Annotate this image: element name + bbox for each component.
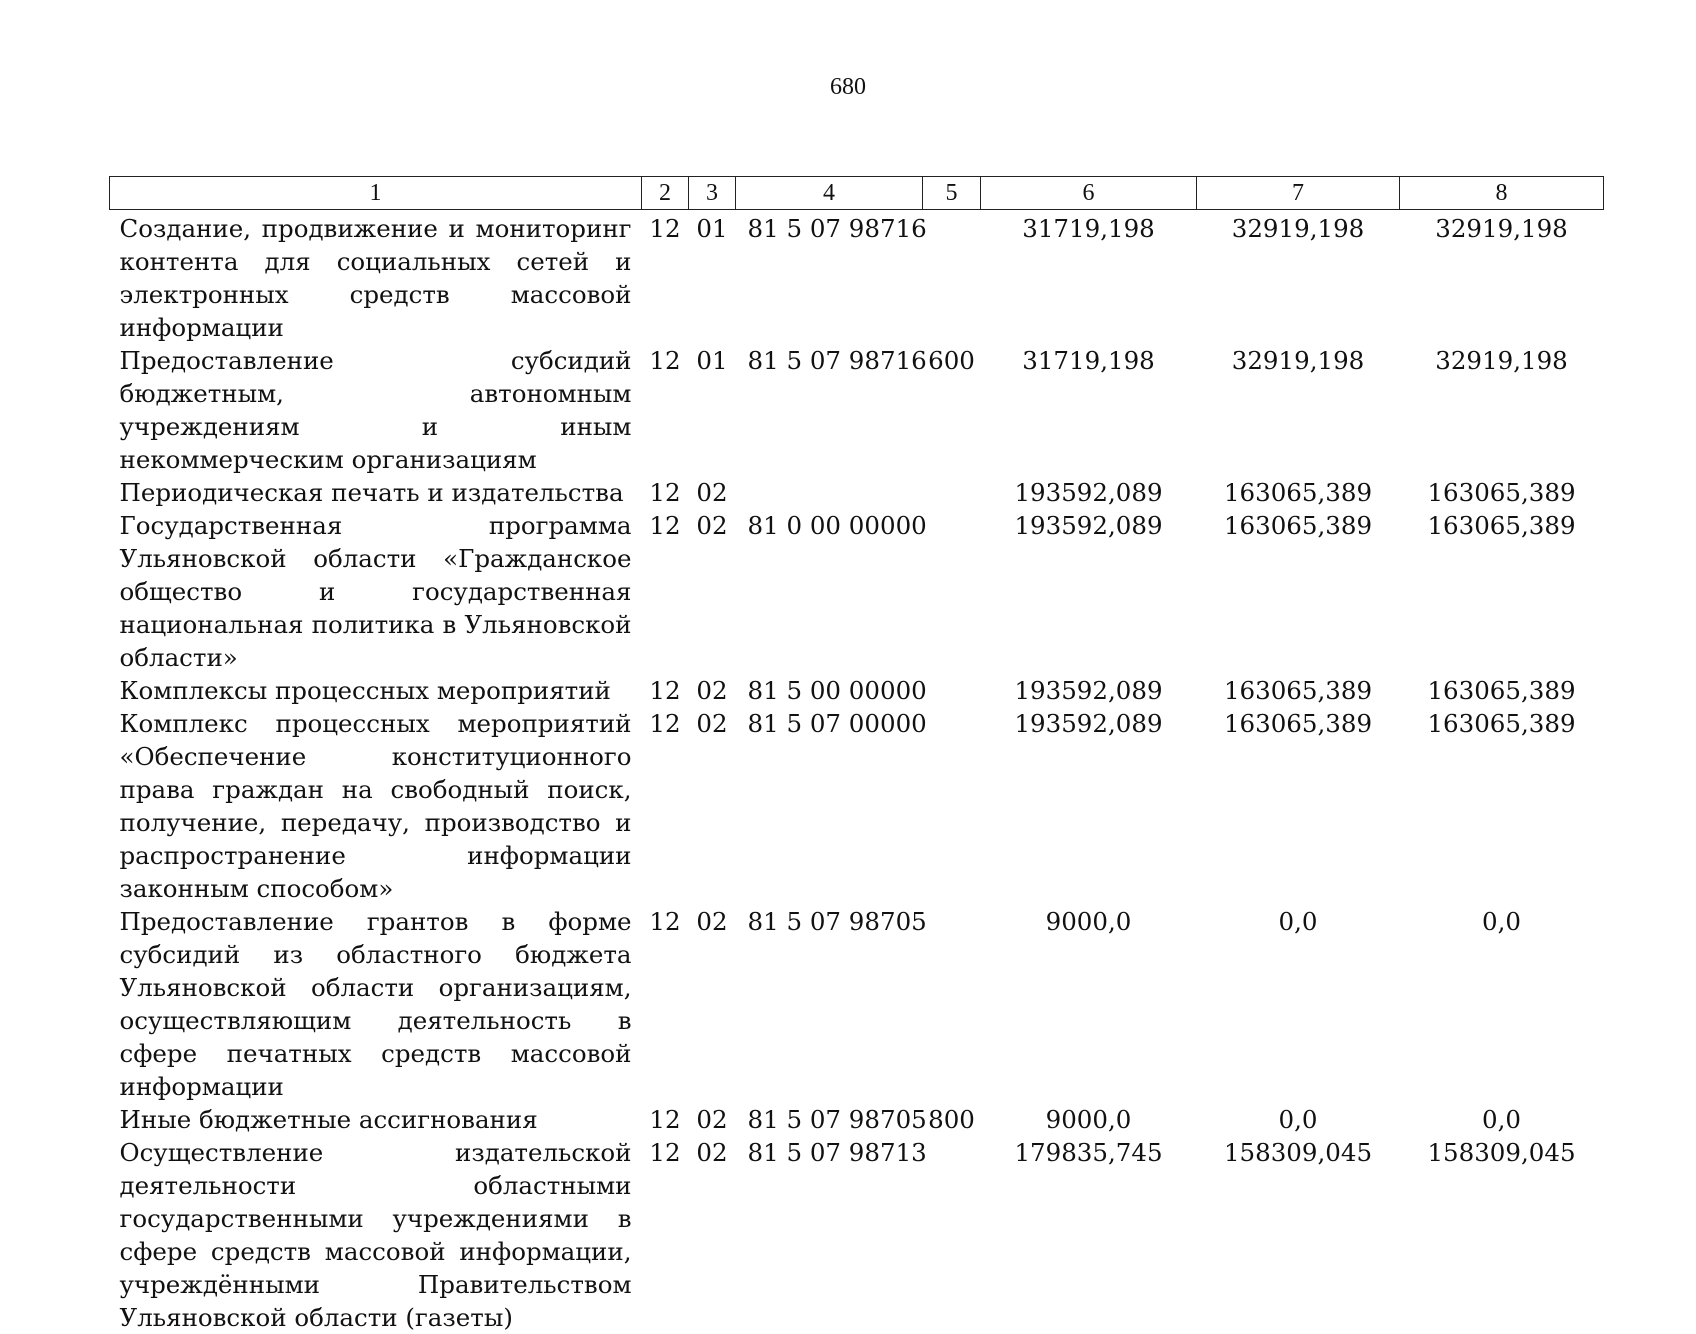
row-name: Создание, продвижение и мониторинг контента для социальных сетей и электронных средств массовой информации	[110, 210, 642, 345]
table-row	[110, 707, 1604, 905]
table-row	[110, 210, 1604, 345]
row-amount-7: 163065,389	[1197, 476, 1400, 509]
row-amount-6: 9000,0	[981, 905, 1197, 1103]
row-amount-8: 0,0	[1400, 905, 1604, 1103]
row-subsection: 01	[689, 210, 736, 345]
row-section: 12	[642, 905, 689, 1103]
table-row	[110, 476, 1604, 509]
row-amount-8: 158309,045	[1400, 1136, 1604, 1334]
header-row	[110, 177, 1604, 210]
row-target-code: 81 5 07 98716	[736, 344, 923, 476]
budget-table-container	[109, 176, 1603, 1334]
row-amount-6: 31719,198	[981, 210, 1197, 345]
row-expense-type	[923, 1136, 981, 1334]
row-name: Иные бюджетные ассигнования	[110, 1103, 642, 1136]
table-row	[110, 1136, 1604, 1334]
row-section: 12	[642, 344, 689, 476]
row-expense-type: 800	[923, 1103, 981, 1136]
table-row	[110, 509, 1604, 674]
row-subsection: 02	[689, 1136, 736, 1334]
row-amount-8: 163065,389	[1400, 674, 1604, 707]
row-target-code: 81 5 07 98713	[736, 1136, 923, 1334]
row-amount-7: 163065,389	[1197, 707, 1400, 905]
row-target-code	[736, 476, 923, 509]
row-subsection: 02	[689, 707, 736, 905]
row-target-code: 81 5 00 00000	[736, 674, 923, 707]
row-target-code: 81 0 00 00000	[736, 509, 923, 674]
row-subsection: 02	[689, 509, 736, 674]
page-number: 680	[0, 74, 1696, 101]
budget-table	[109, 176, 1604, 1334]
row-amount-7: 0,0	[1197, 905, 1400, 1103]
header-col-6: 6	[981, 177, 1197, 210]
row-amount-8: 0,0	[1400, 1103, 1604, 1136]
row-amount-6: 9000,0	[981, 1103, 1197, 1136]
row-amount-8: 163065,389	[1400, 707, 1604, 905]
row-name: Комплексы процессных мероприятий	[110, 674, 642, 707]
row-name: Предоставление грантов в форме субсидий из областного бюджета Ульяновской области организациям, осуществляющим деятельность в сфере печатных средств массовой информации	[110, 905, 642, 1103]
row-section: 12	[642, 1136, 689, 1334]
row-amount-6: 193592,089	[981, 509, 1197, 674]
row-amount-8: 32919,198	[1400, 210, 1604, 345]
row-expense-type	[923, 210, 981, 345]
header-col-5: 5	[923, 177, 981, 210]
row-amount-8: 163065,389	[1400, 476, 1604, 509]
table-row	[110, 905, 1604, 1103]
header-col-8: 8	[1400, 177, 1604, 210]
table-body	[110, 210, 1604, 1334]
row-amount-8: 32919,198	[1400, 344, 1604, 476]
row-name: Периодическая печать и издательства	[110, 476, 642, 509]
row-amount-6: 31719,198	[981, 344, 1197, 476]
table-header	[110, 177, 1604, 210]
row-name: Государственная программа Ульяновской области «Гражданское общество и государственная национальная политика в Ульяновской области»	[110, 509, 642, 674]
row-target-code: 81 5 07 98705	[736, 905, 923, 1103]
table-row	[110, 1103, 1604, 1136]
row-expense-type: 600	[923, 344, 981, 476]
row-target-code: 81 5 07 00000	[736, 707, 923, 905]
row-amount-6: 193592,089	[981, 707, 1197, 905]
row-expense-type	[923, 476, 981, 509]
row-amount-7: 32919,198	[1197, 210, 1400, 345]
table-row	[110, 674, 1604, 707]
row-amount-7: 163065,389	[1197, 674, 1400, 707]
row-section: 12	[642, 707, 689, 905]
row-expense-type	[923, 674, 981, 707]
row-amount-8: 163065,389	[1400, 509, 1604, 674]
row-name: Осуществление издательской деятельности областными государственными учреждениями в сфере средств массовой информации, учреждёнными Правительством Ульяновской области (газеты)	[110, 1136, 642, 1334]
row-amount-7: 163065,389	[1197, 509, 1400, 674]
row-amount-6: 179835,745	[981, 1136, 1197, 1334]
row-amount-7: 0,0	[1197, 1103, 1400, 1136]
row-section: 12	[642, 509, 689, 674]
header-col-2: 2	[642, 177, 689, 210]
row-expense-type	[923, 509, 981, 674]
row-target-code: 81 5 07 98716	[736, 210, 923, 345]
row-amount-7: 32919,198	[1197, 344, 1400, 476]
row-expense-type	[923, 707, 981, 905]
row-name: Предоставление субсидий бюджетным, автономным учреждениям и иным некоммерческим организациям	[110, 344, 642, 476]
row-name: Комплекс процессных мероприятий «Обеспечение конституционного права граждан на свободный поиск, получение, передачу, производство и распространение информации законным способом»	[110, 707, 642, 905]
row-subsection: 02	[689, 905, 736, 1103]
row-target-code: 81 5 07 98705	[736, 1103, 923, 1136]
row-amount-6: 193592,089	[981, 476, 1197, 509]
row-amount-6: 193592,089	[981, 674, 1197, 707]
row-subsection: 02	[689, 476, 736, 509]
header-col-7: 7	[1197, 177, 1400, 210]
row-subsection: 02	[689, 1103, 736, 1136]
row-section: 12	[642, 476, 689, 509]
row-section: 12	[642, 1103, 689, 1136]
header-col-1: 1	[110, 177, 642, 210]
table-row	[110, 344, 1604, 476]
row-expense-type	[923, 905, 981, 1103]
row-subsection: 02	[689, 674, 736, 707]
row-section: 12	[642, 210, 689, 345]
row-amount-7: 158309,045	[1197, 1136, 1400, 1334]
header-col-4: 4	[736, 177, 923, 210]
row-subsection: 01	[689, 344, 736, 476]
row-section: 12	[642, 674, 689, 707]
header-col-3: 3	[689, 177, 736, 210]
